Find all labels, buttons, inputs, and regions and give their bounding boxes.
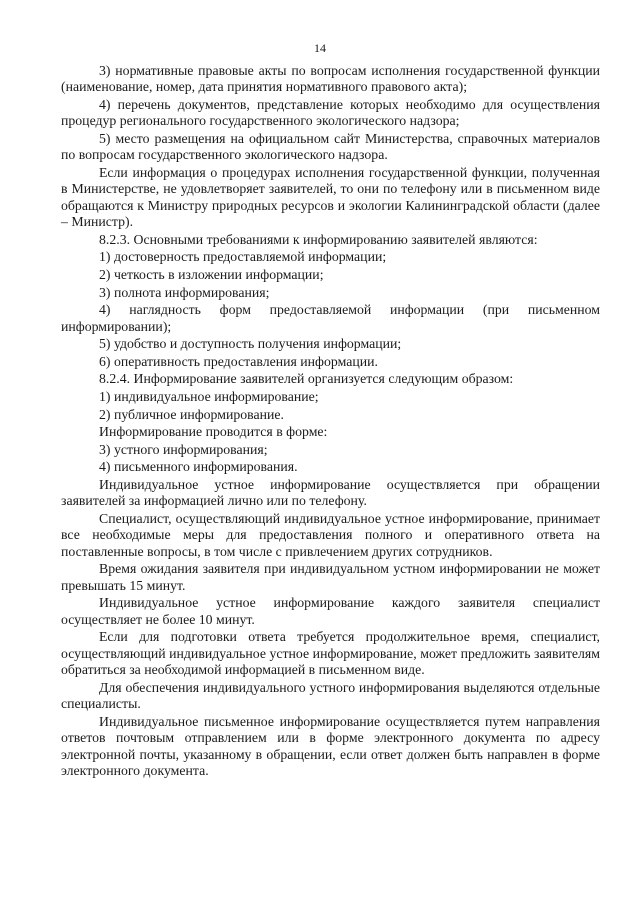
paragraph: 1) индивидуальное информирование; (99, 388, 319, 404)
paragraph: Для обеспечения индивидуального устного информирования выделяются отдельные специалисты. (61, 679, 600, 712)
paragraph: 5) место размещения на официальном сайт Министерства, справочных материалов по вопросам государственного экологического надзора. (61, 131, 600, 163)
paragraph: 8.2.4. Информирование заявителей организуется следующим образом: (99, 371, 514, 387)
document-body (61, 63, 600, 781)
paragraph: Специалист, осуществляющий индивидуальное устное информирование, принимает все необходимые меры для предоставления полного и оперативного ответа на поставленные вопросы, в том числе с привлечением других сотрудников. (61, 510, 600, 559)
paragraph: 4) письменного информирования. (99, 459, 298, 475)
paragraph: 8.2.3. Основными требованиями к информированию заявителей являются: (99, 231, 538, 247)
paragraph: Информирование проводится в форме: (99, 424, 328, 440)
paragraph: 4) наглядность форм предоставляемой информации (при письменном информировании); (61, 302, 600, 334)
paragraph: 5) удобство и доступность получения информации; (99, 336, 402, 352)
paragraph: Индивидуальное устное информирование каждого заявителя специалист осуществляет не более 10 минут. (61, 595, 600, 627)
paragraph: 3) нормативные правовые акты по вопросам исполнения государственной функции (наименование, номер, дата принятия нормативного правового акта); (61, 63, 600, 95)
paragraph: 2) четкость в изложении информации; (99, 267, 324, 282)
paragraph: 2) публичное информирование. (99, 406, 284, 422)
paragraph: 4) перечень документов, представление которых необходимо для осуществления процедур регионального государственного экологического надзора; (61, 97, 600, 129)
paragraph: 3) полнота информирования; (99, 284, 270, 300)
paragraph: Если для подготовки ответа требуется продолжительное время, специалист, осуществляющий индивидуальное устное информирование, может предложить заявителям обратиться за необходимой информацией в письменном виде. (61, 629, 600, 678)
paragraph: Если информация о процедурах исполнения государственной функции, полученная в Министерстве, не удовлетворяет заявителей, то они по телефону или в письменном виде обращаются к Министру природных ресурсов и экологии Калининградской области (далее – Министр). (61, 165, 600, 230)
paragraph: 1) достоверность предоставляемой информации; (99, 249, 387, 265)
paragraph: 3) устного информирования; (99, 441, 268, 457)
paragraph: Время ожидания заявителя при индивидуальном устном информировании не может превышать 15 минут. (61, 561, 600, 593)
page-number: 14 (314, 41, 326, 55)
paragraph: Индивидуальное устное информирование осуществляется при обращении заявителей за информацией лично или по телефону. (61, 476, 600, 509)
paragraph: 6) оперативность предоставления информации. (99, 353, 378, 369)
paragraph: Индивидуальное письменное информирование осуществляется путем направления ответов почтовым отправлением или в форме электронного документа по адресу электронной почты, указанному в обращении, если ответ должен быть направлен в форме электронного документа. (61, 713, 600, 778)
